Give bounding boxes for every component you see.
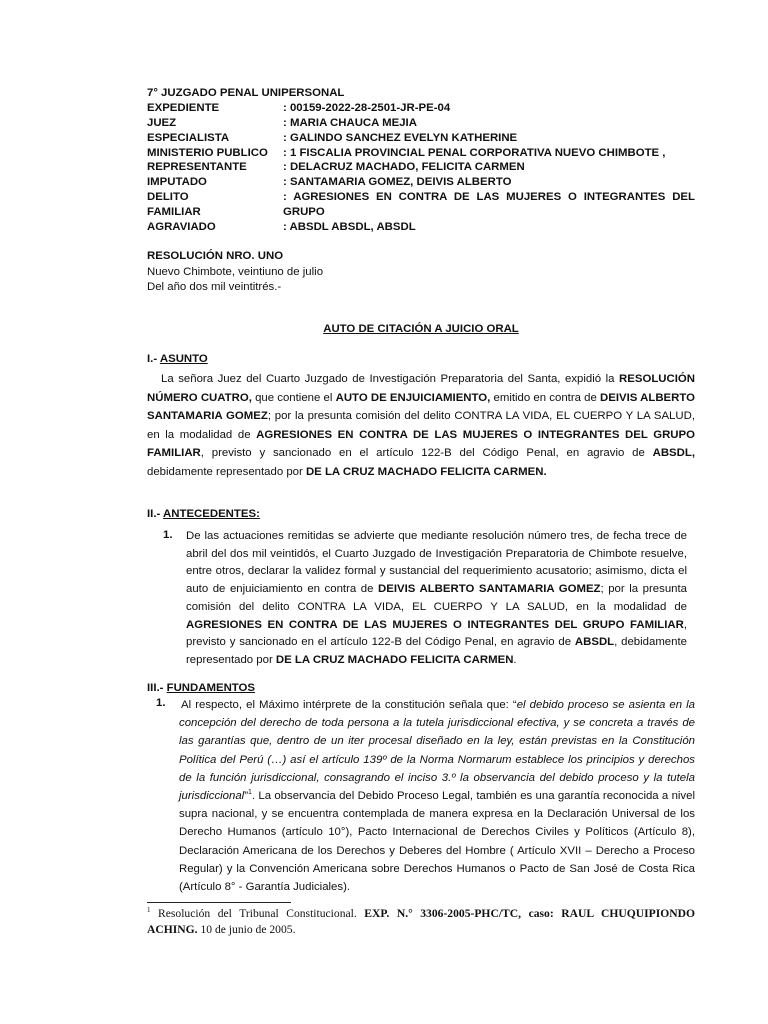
- court-name: 7° JUZGADO PENAL UNIPERSONAL: [147, 87, 345, 99]
- header-label: JUEZ: [147, 116, 177, 129]
- header-value: : DELACRUZ MACHADO, FELICITA CARMEN: [283, 161, 525, 174]
- asunto-paragraph: La señora Juez del Cuarto Juzgado de Investigación Preparatoria del Santa, expidió la RESOLUCIÓN NÚMERO CUATRO, que contiene el AUTO DE ENJUICIAMIENTO, emitido en contra de DEIVIS ALBERTO SANTAMARIA GOMEZ; por la presunta comisión del delito CONTRA LA VIDA, EL CUERPO Y LA SALUD, en la modalidad de AGRESIONES EN CONTRA DE LAS MUJERES O INTEGRANTES DEL GRUPO FAMILIAR, previsto y sancionado en el artículo 122-B del Código Penal, en agravio de ABSDL, debidamente representado por DE LA CRUZ MACHADO FELICITA CARMEN.: [147, 373, 695, 478]
- resolution-year: Del año dos mil veintitrés.-: [147, 281, 282, 293]
- header-row-imputado: [147, 175, 695, 190]
- header-value: : GALINDO SANCHEZ EVELYN KATHERINE: [283, 131, 518, 144]
- section-heading-antecedentes: II.- ANTECEDENTES:: [147, 508, 260, 520]
- header-label: MINISTERIO PUBLICO: [147, 146, 268, 159]
- list-number: 1.: [163, 529, 173, 541]
- footnote: $^1$ Resolución del Tribunal Constitucional. EXP. N.° 3306-2005-PHC/TC, caso: RAUL CHUQUIPIONDO ACHING. 10 de junio de 2005.: [147, 906, 695, 936]
- header-row-agraviado: [147, 220, 695, 235]
- header-value: : AGRESIONES EN CONTRA DE LAS MUJERES O INTEGRANTES DEL GRUPO: [283, 191, 695, 219]
- document-title: AUTO DE CITACIÓN A JUICIO ORAL: [323, 323, 519, 335]
- section-heading-fundamentos: III.- FUNDAMENTOS: [147, 682, 256, 694]
- header-label: ESPECIALISTA: [147, 131, 230, 144]
- footnote-reference: 1: [248, 789, 252, 797]
- header-value: : 00159-2022-28-2501-JR-PE-04: [283, 101, 451, 114]
- header-label-continuation: FAMILIAR: [147, 206, 201, 219]
- header-label: DELITO: [147, 191, 189, 204]
- header-value: : MARIA CHAUCA MEJIA: [283, 116, 417, 129]
- header-row-expediente: [147, 101, 695, 116]
- footnote-separator: [147, 902, 291, 903]
- header-value: : 1 FISCALIA PROVINCIAL PENAL CORPORATIVA NUEVO CHIMBOTE ,: [283, 146, 666, 159]
- section-heading-asunto: I.- ASUNTO: [147, 353, 208, 365]
- header-label: EXPEDIENTE: [147, 101, 220, 114]
- header-value: : SANTAMARIA GOMEZ, DEIVIS ALBERTO: [283, 176, 512, 189]
- antecedentes-paragraph: De las actuaciones remitidas se advierte que mediante resolución número tres, de fecha trece de abril del dos mil veintidós, el Cuarto Juzgado de Investigación Preparatoria de Chimbote resuelve, entre otros, declarar la validez formal y sustancial del requerimiento acusatorio; asimismo, dicta el auto de enjuiciamiento en contra de DEIVIS ALBERTO SANTAMARIA GOMEZ; por la presunta comisión del delito CONTRA LA VIDA, EL CUERPO Y LA SALUD, en la modalidad de AGRESIONES EN CONTRA DE LAS MUJERES O INTEGRANTES DEL GRUPO FAMILIAR, previsto y sancionado en el artículo 122-B del Código Penal, en agravio de ABSDL, debidamente representado por DE LA CRUZ MACHADO FELICITA CARMEN.: [186, 530, 687, 666]
- resolution-place-date: Nuevo Chimbote, veintiuno de julio: [147, 265, 324, 278]
- resolution-block: [147, 249, 323, 296]
- header-row-representante: [147, 160, 695, 175]
- header-label: IMPUTADO: [147, 176, 207, 189]
- header-row-especialista: [147, 131, 695, 146]
- header-value: : ABSDL ABSDL, ABSDL: [283, 221, 416, 234]
- header-row-delito: [147, 190, 695, 220]
- resolution-title: RESOLUCIÓN NRO. UNO: [147, 250, 284, 262]
- fundamentos-paragraph: Al respecto, el Máximo intérprete de la constitución señala que: “el debido proceso se asienta en la concepción del derecho de toda persona a la tutela jurisdiccional efectiva, y se concreta a través de las garantías que, dentro de un iter procesal diseñado en la ley, están previstas en la Constitución Política del Perú (…) así el artículo 139º de la Norma Normarum establece los principios y derechos de la función jurisdiccional, consagrando el inciso 3.º la observancia del debido proceso y la tutela jurisdiccional”$^1$. La observancia del Debido Proceso Legal, también es una garantía reconocida a nivel supra nacional, y se encuentra contemplada de manera expresa en la Declaración Universal de los Derecho Humanos (artículo 10°), Pacto Internacional de Derechos Civiles y Políticos (Artículo 8), Declaración Americana de los Derechos y Deberes del Hombre ( Artículo XVII – Derecho a Proceso Regular) y la Convención Americana sobre Derechos Humanos o Pacto de San José de Costa Rica (Artículo 8° - Garantía Judiciales).: [179, 699, 695, 894]
- footnote-mark: 1: [147, 906, 151, 915]
- case-header: [147, 86, 695, 235]
- header-row-juez: [147, 116, 695, 131]
- header-row-ministerio: [147, 146, 695, 161]
- header-label: REPRESENTANTE: [147, 161, 247, 174]
- header-label: AGRAVIADO: [147, 221, 216, 234]
- list-number: 1.: [156, 697, 166, 709]
